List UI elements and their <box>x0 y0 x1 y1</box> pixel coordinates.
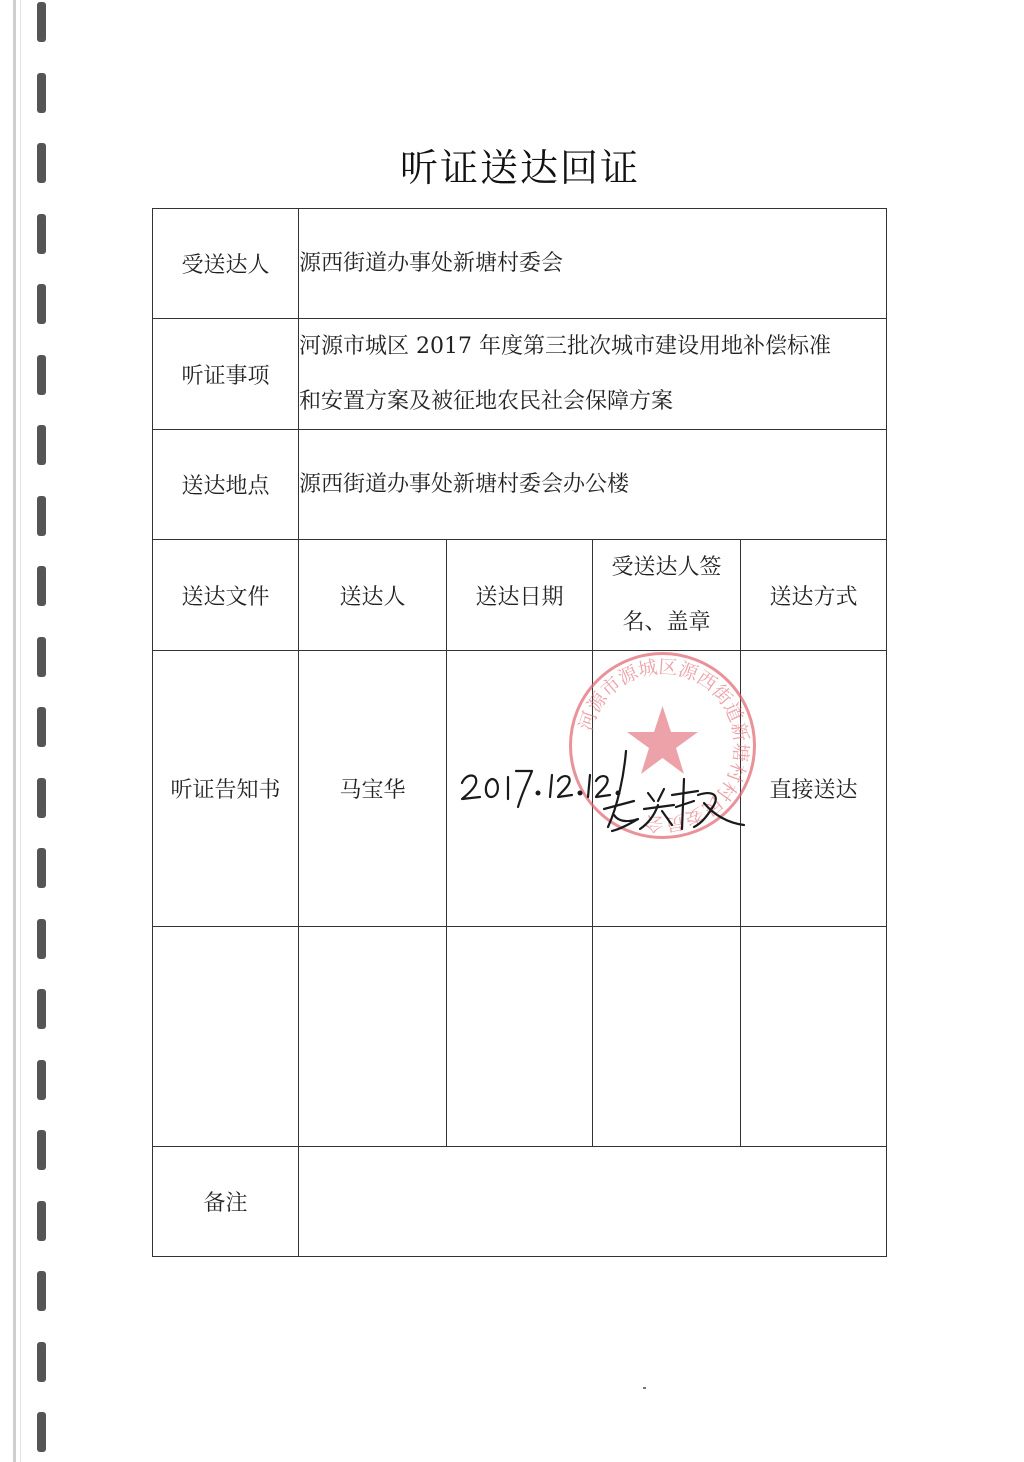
punch-hole <box>37 1201 46 1241</box>
col-header-method: 送达方式 <box>741 540 887 651</box>
entry-sender: 马宝华 <box>299 651 447 927</box>
empty-cell <box>153 927 299 1147</box>
punch-hole <box>37 355 46 395</box>
binding-edge-inner <box>20 0 21 1462</box>
punch-hole <box>37 73 46 113</box>
delivery-receipt-table <box>152 208 887 1257</box>
recipient-row <box>153 209 887 319</box>
remarks-row <box>153 1147 887 1257</box>
punch-hole <box>37 566 46 606</box>
col-header-date: 送达日期 <box>447 540 593 651</box>
matter-value <box>299 319 887 430</box>
punch-hole <box>37 1412 46 1452</box>
punch-hole <box>37 848 46 888</box>
recipient-value: 源西街道办事处新塘村委会 <box>299 209 887 319</box>
punch-hole <box>37 2 46 42</box>
entry-method: 直接送达 <box>741 651 887 927</box>
empty-cell <box>447 927 593 1147</box>
empty-cell <box>593 927 741 1147</box>
punch-hole <box>37 1271 46 1311</box>
punch-hole <box>37 989 46 1029</box>
punch-hole <box>37 1060 46 1100</box>
stray-mark <box>643 1387 646 1389</box>
entry-file: 听证告知书 <box>153 651 299 927</box>
col-header-signature-line-2: 名、盖章 <box>622 610 711 635</box>
punch-hole <box>37 707 46 747</box>
binding-edge <box>13 0 16 1462</box>
location-value: 源西街道办事处新塘村委会办公楼 <box>299 430 887 540</box>
punch-hole <box>37 637 46 677</box>
matter-label: 听证事项 <box>153 319 299 430</box>
punch-hole <box>37 1342 46 1382</box>
seal-text: 河源市源城区源西街道新塘村村民委员会 <box>575 657 751 835</box>
punch-hole <box>37 496 46 536</box>
document-title: 听证送达回证 <box>399 146 640 190</box>
col-header-file: 送达文件 <box>153 540 299 651</box>
punch-hole <box>37 778 46 818</box>
punch-hole <box>37 919 46 959</box>
col-header-signature-line-1: 受送达人签 <box>611 555 722 580</box>
empty-row <box>153 927 887 1147</box>
empty-cell <box>299 927 447 1147</box>
matter-line-1: 河源市城区 2017 年度第三批次城市建设用地补偿标准 <box>299 334 831 359</box>
remarks-value <box>299 1147 887 1257</box>
recipient-label: 受送达人 <box>153 209 299 319</box>
location-label: 送达地点 <box>153 430 299 540</box>
matter-row <box>153 319 887 430</box>
column-header-row <box>153 540 887 651</box>
col-header-signature <box>593 540 741 651</box>
entry-signature-cell <box>593 651 741 927</box>
punch-hole <box>37 284 46 324</box>
empty-cell <box>741 927 887 1147</box>
remarks-label: 备注 <box>153 1147 299 1257</box>
location-row <box>153 430 887 540</box>
matter-line-2: 和安置方案及被征地农民社会保障方案 <box>299 389 674 414</box>
entry-date-cell <box>447 651 593 927</box>
punch-hole <box>37 1130 46 1170</box>
punch-hole <box>37 425 46 465</box>
punch-hole <box>37 214 46 254</box>
col-header-sender: 送达人 <box>299 540 447 651</box>
entry-row <box>153 651 887 927</box>
